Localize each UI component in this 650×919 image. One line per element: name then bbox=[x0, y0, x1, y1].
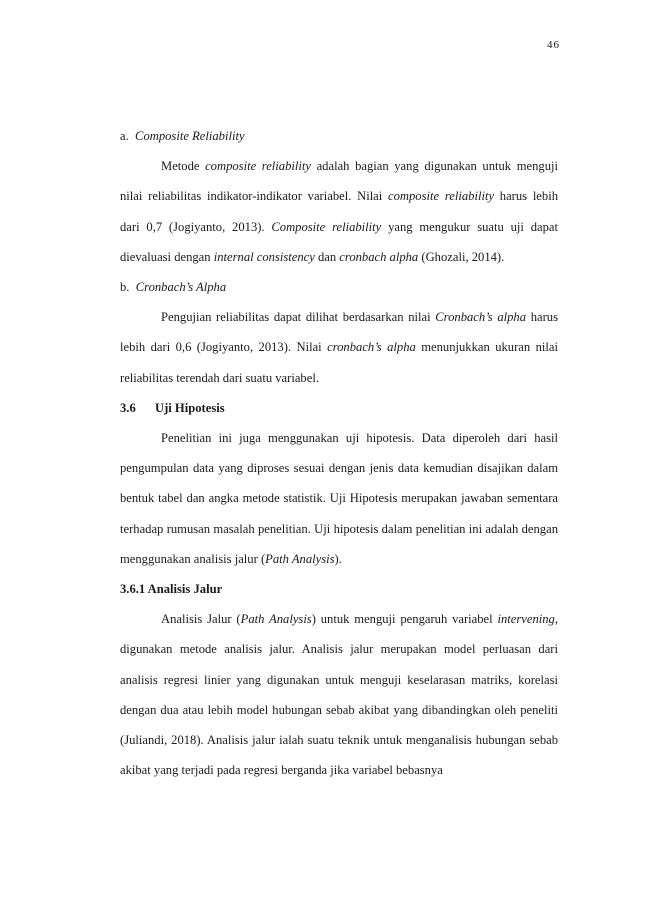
text-run: ). bbox=[334, 551, 342, 566]
section-3-6-heading bbox=[120, 393, 558, 423]
text-run: Pengujian reliabilitas dapat dilihat berdasarkan nilai bbox=[161, 310, 436, 325]
subsection-title: 3.6.1 Analisis Jalur bbox=[120, 582, 223, 597]
subsection-b-marker: b. bbox=[120, 280, 130, 295]
text-run: dan bbox=[314, 249, 340, 264]
uji-hipotesis-paragraph bbox=[120, 423, 558, 574]
section-title: Uji Hipotesis bbox=[155, 400, 225, 415]
text-run: yang mengukur suatu uji dapat dievaluasi dengan bbox=[120, 219, 558, 264]
text-run: harus lebih dari 0,7 (Jogiyanto, 2013). bbox=[120, 189, 558, 234]
text-run: Metode bbox=[161, 159, 206, 174]
subsection-a-marker: a. bbox=[120, 129, 129, 143]
italic-term: Path Analysis bbox=[265, 551, 335, 566]
subsection-a-heading bbox=[120, 121, 558, 151]
page-body bbox=[120, 121, 558, 785]
italic-term: cronbach alpha bbox=[339, 249, 419, 264]
subsection-b-heading bbox=[120, 272, 558, 302]
italic-term: composite reliability bbox=[388, 189, 495, 204]
text-run: harus lebih dari 0,6 (Jogiyanto, 2013). Nilai bbox=[120, 310, 558, 355]
italic-term: Path Analysis bbox=[240, 612, 312, 627]
italic-term: cronbach’s alpha bbox=[327, 340, 416, 355]
section-number: 3.6 bbox=[120, 400, 136, 415]
italic-term: Composite reliability bbox=[271, 219, 382, 234]
italic-term: composite reliability bbox=[205, 159, 311, 174]
section-3-6-1-heading bbox=[120, 574, 558, 604]
composite-reliability-paragraph bbox=[120, 151, 558, 272]
italic-term: internal consistency bbox=[213, 249, 315, 264]
text-run: (Ghozali, 2014). bbox=[418, 249, 505, 264]
subsection-a-title: Composite Reliability bbox=[135, 129, 245, 143]
subsection-b-title: Cronbach’s Alpha bbox=[135, 280, 227, 295]
text-run: ) untuk menguji pengaruh variabel bbox=[311, 612, 498, 627]
text-run: Analisis Jalur ( bbox=[161, 612, 241, 627]
italic-term: intervening, bbox=[497, 612, 558, 627]
text-run: adalah bagian yang digunakan untuk menguji nilai reliabilitas indikator-indikator variabel. Nilai bbox=[120, 159, 558, 204]
cronbach-alpha-paragraph bbox=[120, 302, 558, 393]
text-run: digunakan metode analisis jalur. Analisis jalur merupakan model perluasan dari analisis regresi linier yang digunakan untuk menguji keselarasan matriks, korelasi dengan dua atau lebih model hubungan sebab akibat yang dibandingkan oleh peneliti (Juliandi, 2018). Analisis jalur ialah suatu teknik untuk menganalisis hubungan sebab akibat yang terjadi pada regresi berganda jika variabel bebasnya bbox=[120, 642, 558, 778]
text-run: menunjukkan ukuran nilai reliabilitas terendah dari suatu variabel. bbox=[120, 340, 558, 385]
analisis-jalur-paragraph bbox=[120, 604, 558, 785]
text-run: Penelitian ini juga menggunakan uji hipotesis. Data diperoleh dari hasil pengumpulan data yang diproses sesuai dengan jenis data kemudian disajikan dalam bentuk tabel dan angka metode statistik. Uji Hipotesis merupakan jawaban sementara terhadap rumusan masalah penelitian. Uji hipotesis dalam penelitian ini adalah dengan menggunakan analisis jalur ( bbox=[120, 431, 558, 566]
italic-term: Cronbach’s alpha bbox=[435, 310, 527, 325]
page-number: 46 bbox=[547, 39, 560, 51]
